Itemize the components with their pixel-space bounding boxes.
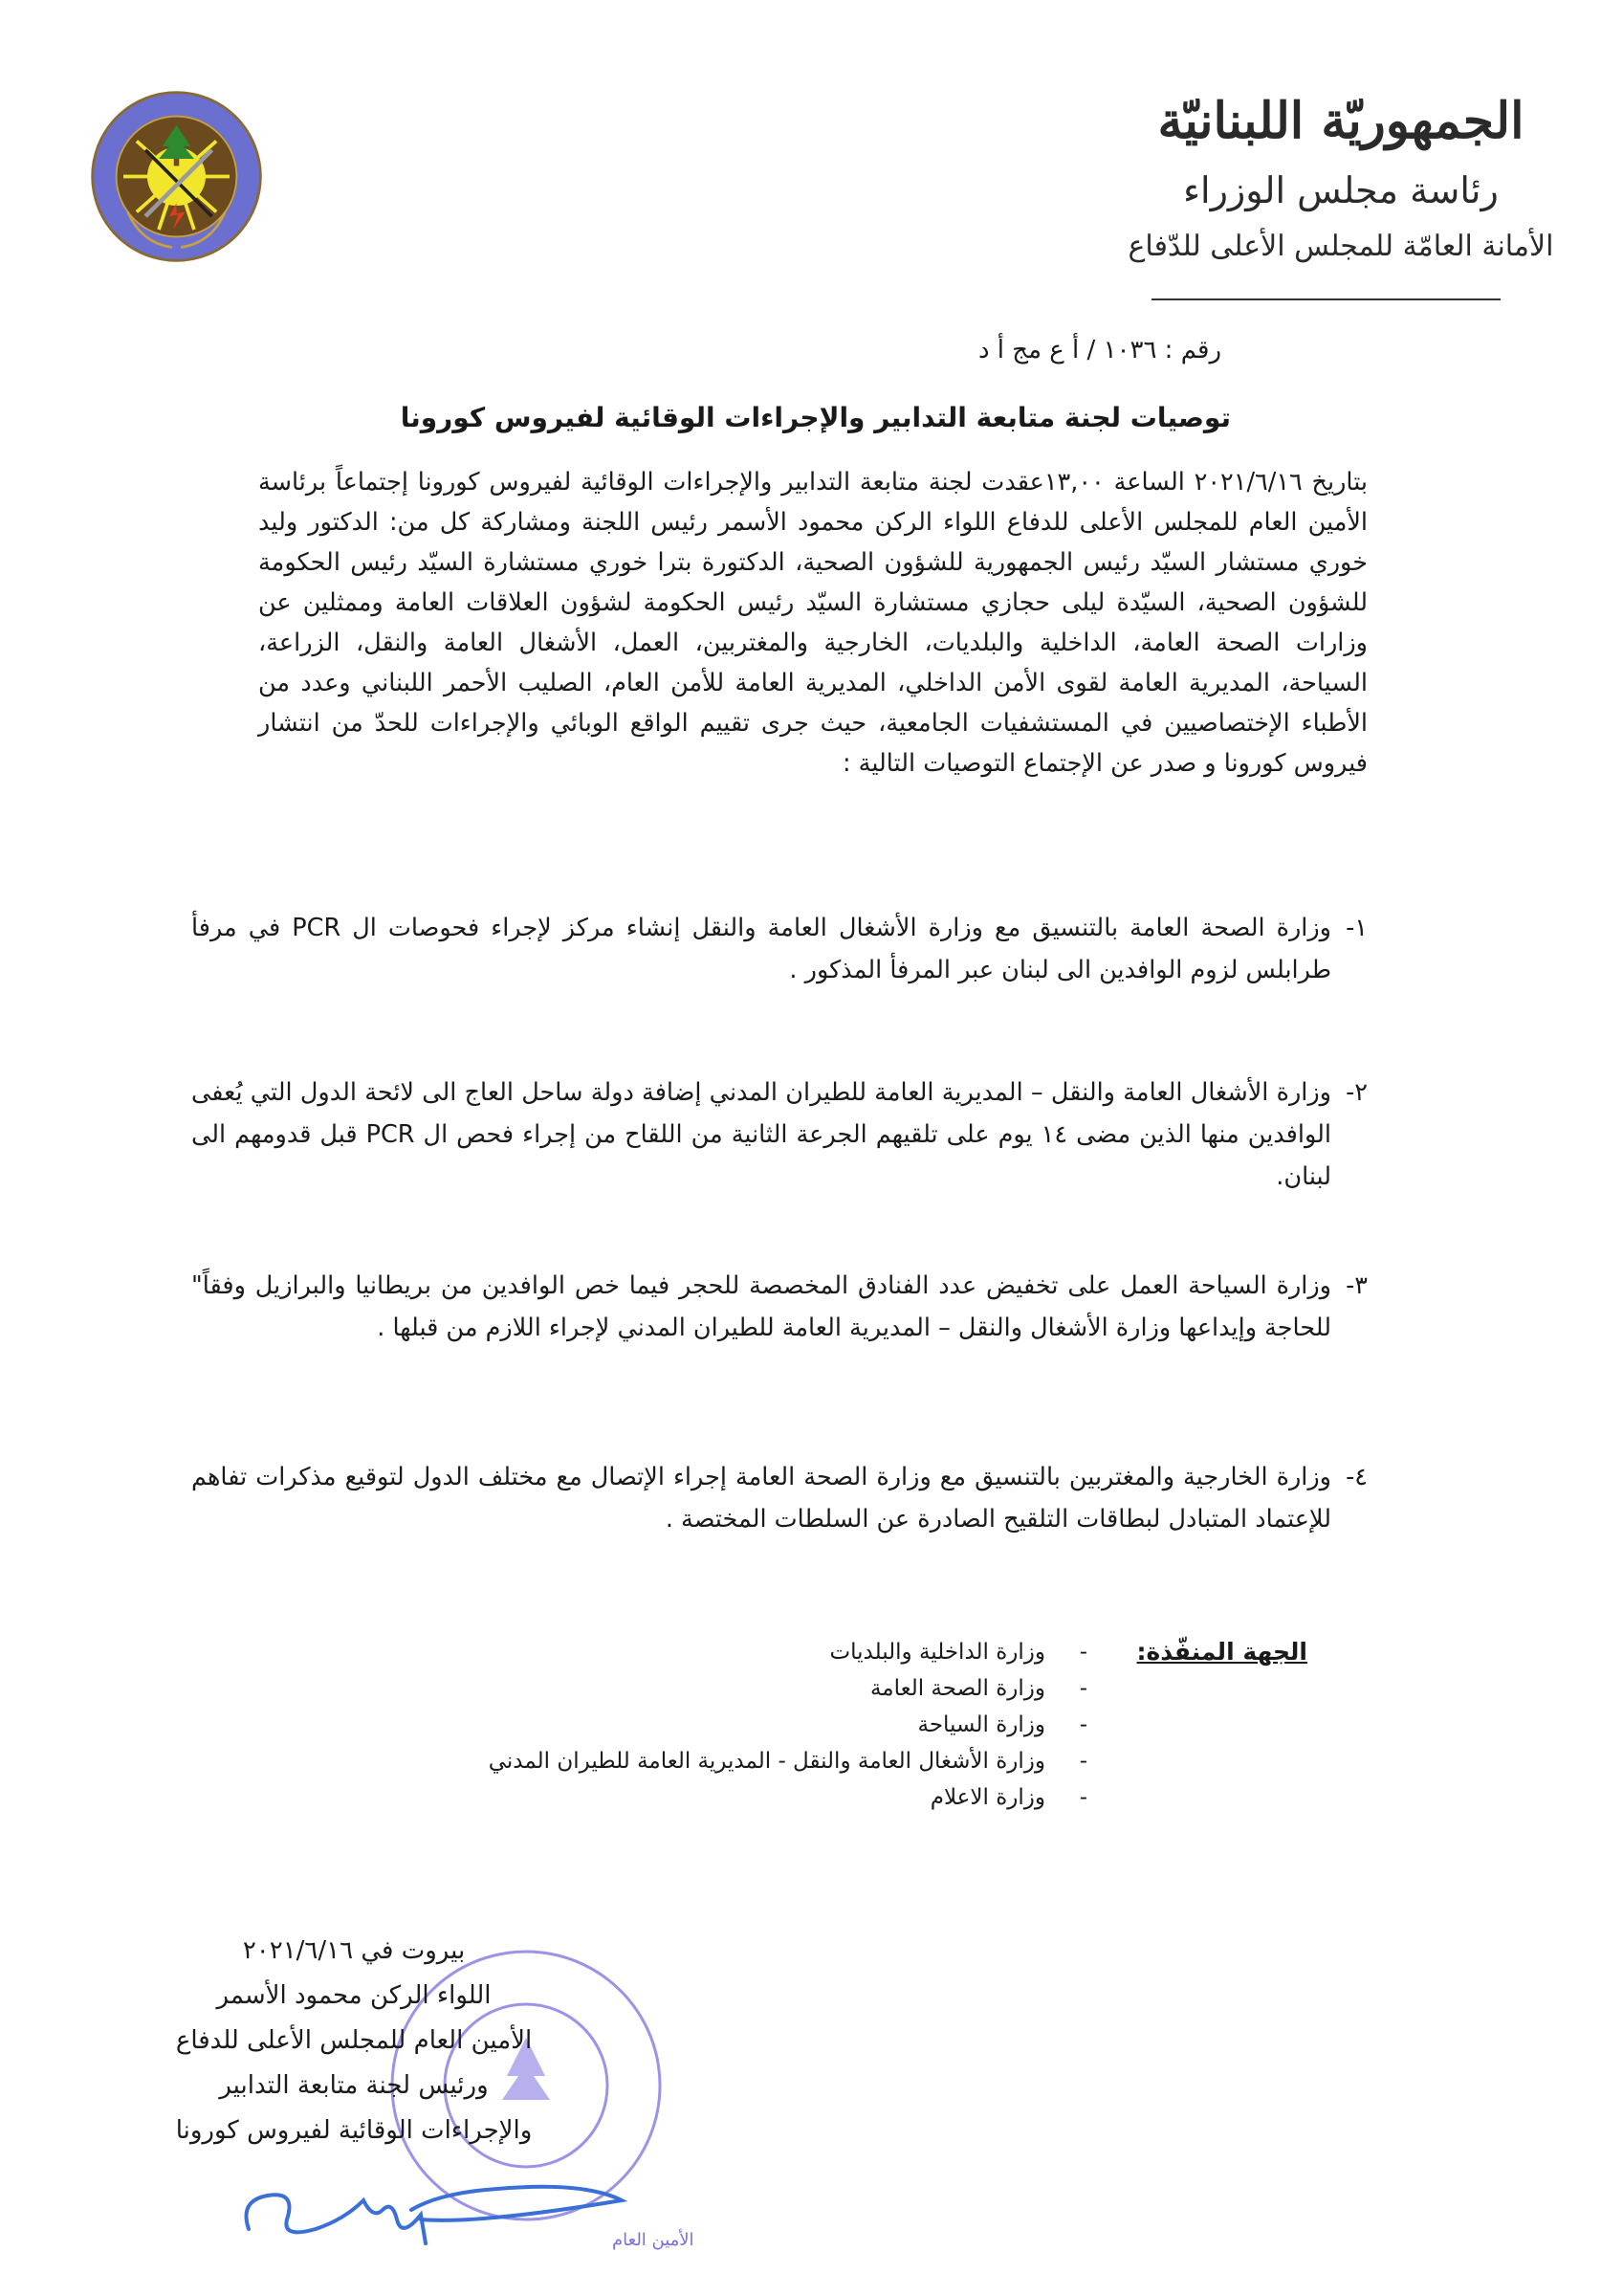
recommendation-text: وزارة الخارجية والمغتربين بالتنسيق مع وزارة الصحة العامة إجراء الإتصال مع مختلف الدول لتوقيع مذكرات تفاهم للإعتماد المتبادل لبطاقات التلقيح الصادرة عن السلطات المختصة . xyxy=(191,1463,1331,1534)
list-dash: - xyxy=(1079,1785,1087,1810)
ministry-name: وزارة الداخلية والبلديات xyxy=(829,1640,1045,1665)
executing-party-label: الجهة المنفّذة: xyxy=(1136,1638,1307,1666)
recommendation-number: ١- xyxy=(1346,914,1368,942)
emblem-logo xyxy=(88,88,265,265)
recommendation-text: وزارة الأشغال العامة والنقل – المديرية العامة للطيران المدني إضافة دولة ساحل العاج الى لائحة الدول التي يُعفى الوافدين منها الذين مضى ١٤ يوم على تلقيهم الجرعة الثانية من اللقاح من إجراء فحص ال PCR قبل قدومهم الى لبنان. xyxy=(191,1078,1331,1191)
intro-paragraph: بتاريخ ٢٠٢١/٦/١٦ الساعة ١٣,٠٠عقدت لجنة متابعة التدابير والإجراءات الوقائية لفيروس كورونا إجتماعاً برئاسة الأمين العام للمجلس الأعلى للدفاع اللواء الركن محمود الأسمر رئيس اللجنة ومشاركة كل من: الدكتور وليد خوري مستشار السيّد رئيس الجمهورية للشؤون الصحية، الدكتورة بترا خوري مستشارة السيّد رئيس الحكومة للشؤون الصحية، السيّدة ليلى حجازي مستشارة السيّد رئيس الحكومة لشؤون العلاقات العامة وممثلين عن وزارات الصحة العامة، الداخلية والبلديات، الخارجية والمغتربين، العمل، الأشغال العامة والنقل، الزراعة، السياحة، المديرية العامة لقوى الأمن الداخلي، المديرية العامة للأمن العام، الصليب الأحمر اللبناني وعدد من الأطباء الإختصاصيين في المستشفيات الجامعية، حيث جرى تقييم الواقع الوبائي والإجراءات للحدّ من انتشار فيروس كورونا و صدر عن الإجتماع التوصيات التالية : xyxy=(258,468,1368,778)
recommendation-item xyxy=(191,907,1368,991)
list-dash: - xyxy=(1079,1676,1087,1701)
ministry-name: وزارة الصحة العامة xyxy=(869,1676,1045,1701)
recommendation-item xyxy=(191,1265,1368,1349)
recommendation-item xyxy=(191,1071,1368,1198)
list-dash: - xyxy=(1079,1712,1087,1737)
signatory-role: ورئيس لجنة متابعة التدابير xyxy=(219,2071,489,2100)
recommendation-number: ٣- xyxy=(1346,1271,1368,1300)
executing-party-item xyxy=(489,1779,1087,1816)
recommendation-item xyxy=(191,1456,1368,1540)
recommendation-text: وزارة الصحة العامة بالتنسيق مع وزارة الأشغال العامة والنقل إنشاء مركز لإجراء فحوصات ال PCR في مرفأ طرابلس لزوم الوافدين الى لبنان عبر المرفأ المذكور . xyxy=(191,914,1331,984)
executing-party-item xyxy=(489,1743,1087,1779)
letterhead-presidency: رئاسة مجلس الوزراء xyxy=(1183,169,1499,211)
executing-party-list xyxy=(489,1634,1087,1816)
executing-party-item xyxy=(489,1670,1087,1707)
reference-number: رقم : ١٠٣٦ / أ ع مج أ د xyxy=(977,336,1221,364)
executing-party-item xyxy=(489,1707,1087,1743)
letterhead-secretariat: الأمانة العامّة للمجلس الأعلى للدّفاع xyxy=(1128,230,1554,263)
list-dash: - xyxy=(1079,1749,1087,1774)
signatory-name: اللواء الركن محمود الأسمر xyxy=(216,1981,492,2010)
stamp-text: الأمين العام xyxy=(612,2230,694,2250)
document-title: توصيات لجنة متابعة التدابير والإجراءات الوقائية لفيروس كورونا xyxy=(400,402,1231,433)
ministry-name: وزارة الأشغال العامة والنقل - المديرية العامة للطيران المدني xyxy=(488,1749,1045,1774)
list-dash: - xyxy=(1079,1640,1087,1665)
recommendation-text: وزارة السياحة العمل على تخفيض عدد الفنادق المخصصة للحجر فيما خص الوافدين من بريطانيا والبرازيل وفقاً" للحاجة وإيداعها وزارة الأشغال والنقل – المديرية العامة للطيران المدني لإجراء اللازم من قبلها . xyxy=(191,1271,1331,1342)
recommendation-number: ٢- xyxy=(1346,1078,1368,1107)
ministry-name: وزارة السياحة xyxy=(917,1712,1045,1737)
signature-block xyxy=(134,1929,574,2153)
handwritten-signature xyxy=(230,2162,631,2248)
recommendation-number: ٤- xyxy=(1346,1463,1368,1491)
signatory-role: الأمين العام للمجلس الأعلى للدفاع xyxy=(175,2026,533,2055)
letterhead-divider xyxy=(1151,298,1501,300)
signatory-role: والإجراءات الوقائية لفيروس كورونا xyxy=(175,2116,533,2145)
executing-party-item xyxy=(489,1634,1087,1670)
signing-place-date: بيروت في ٢٠٢١/٦/١٦ xyxy=(242,1936,466,1965)
letterhead-country: الجمهوريّة اللبنانيّة xyxy=(1157,92,1524,150)
ministry-name: وزارة الاعلام xyxy=(930,1785,1045,1810)
